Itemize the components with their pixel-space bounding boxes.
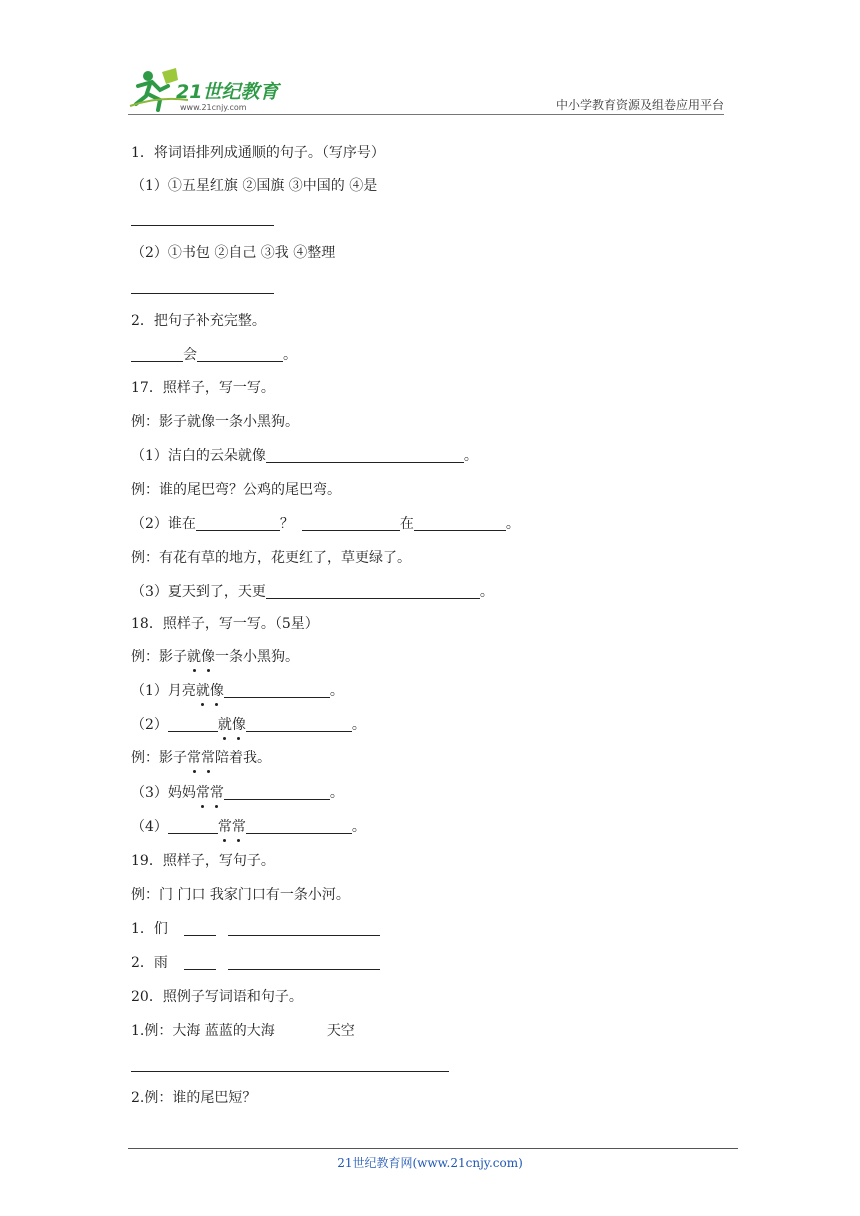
logo [128,66,298,114]
q18-p4-blank-1 [168,818,218,834]
q18-p4-text-a: （4） [131,819,168,835]
q18-p2-dotted-2: 像 [231,717,246,733]
q2-mid-text: 会 [183,347,197,363]
q18-title: 18．照样子，写一写。（5星） [131,616,319,632]
q1-part2-answer-line [131,293,274,294]
q18-p3-blank [224,784,330,800]
q17-example-2: 例：谁的尾巴弯？公鸡的尾巴弯。 [131,482,341,498]
q18-p1-end: 。 [329,683,344,699]
q18-p2-end: 。 [351,717,366,733]
q17-part2-text-c: 在 [399,516,414,532]
q2-end: 。 [283,347,297,363]
q18-p4-dotted-2: 常 [231,819,246,835]
q18-ex2-text-a: 例：影子 [131,750,187,766]
q17-part2 [131,514,520,534]
logo-url: www.21cnjy.com [180,103,247,112]
q17-part3-end: 。 [479,584,494,600]
q19-item2-char: 2．雨 [131,955,168,971]
q18-ex1-text-a: 例：影子 [131,649,187,665]
q20-title: 20．照例子写词语和句子。 [131,989,303,1005]
q17-part1-end: 。 [463,448,478,464]
q18-p3-text-a: （3）妈妈 [131,785,196,801]
q18-p4-blank-2 [246,818,352,834]
q17-part3 [131,582,494,602]
q20-ex1-text: 1.例：大海 蓝蓝的大海 [131,1023,275,1039]
q19-example: 例：门 门口 我家门口有一条小河。 [131,887,350,903]
q18-ex2-text-d: 陪着我。 [215,750,271,766]
q18-ex1-dotted-1: 就 [187,649,201,665]
q1-title: 1．将词语排列成通顺的句子。（写序号） [131,145,385,161]
q19-item1-char: 1．们 [131,921,168,937]
q18-part3 [131,783,344,803]
q20-example-2: 2.例：谁的尾巴短？ [131,1090,257,1106]
q17-part2-text-a: （2）谁在 [131,516,196,532]
q18-example-1 [131,647,299,667]
q2-blank-2 [197,346,283,362]
q2-sentence [131,345,297,365]
q18-ex2-dotted-2: 常 [201,750,215,766]
q17-part3-text: （3）夏天到了，天更 [131,584,266,600]
q18-p2-blank-2 [246,716,352,732]
q2-title: 2．把句子补充完整。 [131,313,266,329]
q17-part2-blank-2 [302,515,400,531]
q1-part1-answer-line [131,225,274,226]
q20-ex1-word: 天空 [326,1023,355,1039]
q19-title: 19．照样子，写句子。 [131,853,275,869]
q17-part3-blank [266,583,480,599]
q19-item2-sentence-blank [228,954,380,970]
q1-part2: （2）①书包 ②自己 ③我 ④整理 [131,245,336,261]
q18-p4-end: 。 [351,819,366,835]
header-divider [128,114,724,115]
q17-part2-end: 。 [505,516,520,532]
page-header [128,66,724,116]
logo-text: 21世纪教育 [176,81,279,103]
q18-part4 [131,817,366,837]
q17-example-3: 例：有花有草的地方，花更红了，草更绿了。 [131,550,411,566]
q18-p2-dotted-1: 就 [217,717,232,733]
q19-item2 [131,953,380,973]
q18-p1-text-a: （1）月亮 [131,683,196,699]
q18-ex2-dotted-1: 常 [187,750,201,766]
q18-ex1-text-d: 一条小黑狗。 [215,649,299,665]
platform-name: 中小学教育资源及组卷应用平台 [555,98,724,112]
q17-part1 [131,446,478,466]
q17-part2-blank-3 [414,515,506,531]
q18-p1-dotted-1: 就 [195,683,210,699]
q19-item1 [131,919,380,939]
q17-title: 17．照样子，写一写。 [131,380,275,396]
q2-blank-1 [131,346,183,362]
q20-example-1 [131,1021,355,1041]
q18-p3-dotted-2: 常 [209,785,224,801]
q17-part2-text-b: ？ [279,516,294,532]
q18-p3-dotted-1: 常 [195,785,210,801]
q18-part2 [131,715,366,735]
q1-part1: （1）①五星红旗 ②国旗 ③中国的 ④是 [131,178,378,194]
q18-example-2 [131,748,271,768]
q18-p3-end: 。 [329,785,344,801]
footer-link[interactable]: 21世纪教育网(www.21cnjy.com) [337,1156,523,1170]
q18-ex1-dotted-2: 像 [201,649,215,665]
q18-p1-blank [224,682,330,698]
footer-divider [128,1148,738,1149]
q18-p1-dotted-2: 像 [209,683,224,699]
q19-item1-word-blank [184,920,216,936]
q17-part1-text: （1）洁白的云朵就像 [131,448,266,464]
q20-ex1-answer-line [131,1071,449,1072]
q18-part1 [131,681,344,701]
q18-p4-dotted-1: 常 [217,819,232,835]
q17-part2-blank-1 [196,515,280,531]
q19-item2-word-blank [184,954,216,970]
q17-example-1: 例：影子就像一条小黑狗。 [131,414,299,430]
q18-p2-text-a: （2） [131,717,168,733]
q19-item1-sentence-blank [228,920,380,936]
q17-part1-blank [266,447,464,463]
q18-p2-blank-1 [168,716,218,732]
